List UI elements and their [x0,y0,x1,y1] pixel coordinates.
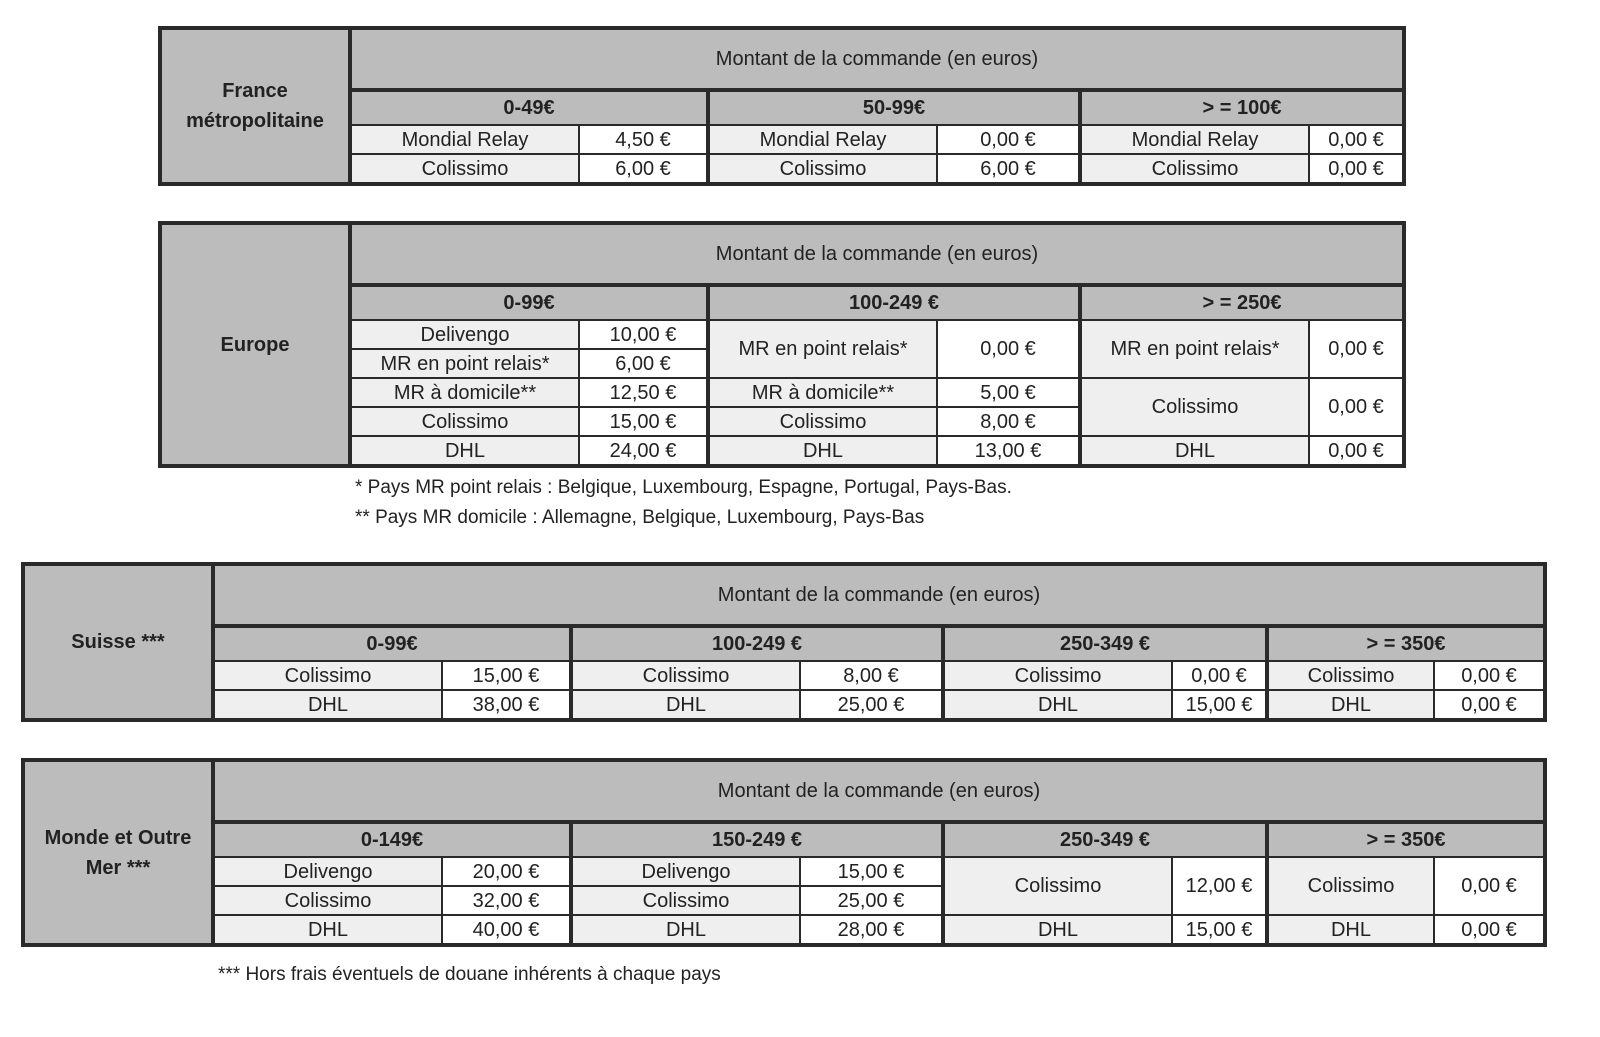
range-header: 150-249 € [571,822,943,857]
range-header: > = 250€ [1080,285,1404,320]
price-cell: 28,00 € [800,915,943,945]
amount-header: Montant de la commande (en euros) [350,223,1404,285]
price-cell: 0,00 € [1434,661,1545,690]
range-header: 100-249 € [571,626,943,661]
carrier-cell: DHL [943,690,1172,720]
carrier-cell: Colissimo [213,661,442,690]
price-cell: 0,00 € [1172,661,1267,690]
carrier-cell: Delivengo [213,857,442,886]
carrier-cell: Delivengo [350,320,579,349]
france-table [158,26,1406,186]
range-header: 50-99€ [708,90,1080,125]
range-header: 250-349 € [943,626,1267,661]
price-cell: 0,00 € [1309,320,1404,378]
europe-table [158,221,1406,468]
carrier-cell: MR en point relais* [708,320,937,378]
carrier-cell: DHL [213,690,442,720]
price-cell: 4,50 € [579,125,708,154]
price-cell: 0,00 € [1434,690,1545,720]
amount-header: Montant de la commande (en euros) [213,564,1545,626]
carrier-cell: Mondial Relay [350,125,579,154]
price-cell: 6,00 € [579,154,708,184]
carrier-cell: Delivengo [571,857,800,886]
range-header: > = 350€ [1267,822,1545,857]
carrier-cell: Colissimo [350,154,579,184]
region-label: Suisse *** [23,564,213,720]
carrier-cell: DHL [1267,690,1434,720]
carrier-cell: Colissimo [213,886,442,915]
amount-header: Montant de la commande (en euros) [213,760,1545,822]
price-cell: 8,00 € [800,661,943,690]
carrier-cell: Colissimo [1080,378,1309,436]
carrier-cell: DHL [943,915,1172,945]
range-header: 0-49€ [350,90,708,125]
price-cell: 0,00 € [937,125,1080,154]
price-cell: 25,00 € [800,690,943,720]
carrier-cell: Colissimo [1267,857,1434,915]
price-cell: 0,00 € [1434,915,1545,945]
price-cell: 8,00 € [937,407,1080,436]
carrier-cell: Colissimo [350,407,579,436]
price-cell: 0,00 € [1309,436,1404,466]
price-cell: 0,00 € [1309,125,1404,154]
carrier-cell: Colissimo [943,661,1172,690]
price-cell: 38,00 € [442,690,571,720]
price-cell: 0,00 € [1434,857,1545,915]
carrier-cell: Colissimo [1080,154,1309,184]
carrier-cell: Mondial Relay [1080,125,1309,154]
carrier-cell: DHL [1267,915,1434,945]
price-cell: 13,00 € [937,436,1080,466]
carrier-cell: DHL [708,436,937,466]
price-cell: 24,00 € [579,436,708,466]
price-cell: 0,00 € [1309,378,1404,436]
carrier-cell: Colissimo [1267,661,1434,690]
carrier-cell: MR en point relais* [1080,320,1309,378]
footnote-customs: *** Hors frais éventuels de douane inhérents à chaque pays [218,964,721,985]
price-cell: 6,00 € [579,349,708,378]
carrier-cell: Colissimo [571,661,800,690]
amount-header: Montant de la commande (en euros) [350,28,1404,90]
region-label: Monde et Outre Mer *** [23,760,213,945]
price-cell: 12,50 € [579,378,708,407]
range-header: > = 350€ [1267,626,1545,661]
price-cell: 32,00 € [442,886,571,915]
carrier-cell: Colissimo [708,154,937,184]
price-cell: 15,00 € [800,857,943,886]
carrier-cell: Colissimo [708,407,937,436]
price-cell: 40,00 € [442,915,571,945]
price-cell: 0,00 € [1309,154,1404,184]
price-cell: 5,00 € [937,378,1080,407]
price-cell: 15,00 € [579,407,708,436]
price-cell: 15,00 € [1172,915,1267,945]
range-header: 250-349 € [943,822,1267,857]
carrier-cell: DHL [213,915,442,945]
price-cell: 12,00 € [1172,857,1267,915]
suisse-table [21,562,1547,722]
price-cell: 15,00 € [442,661,571,690]
range-header: 0-149€ [213,822,571,857]
carrier-cell: Mondial Relay [708,125,937,154]
footnote-domicile: ** Pays MR domicile : Allemagne, Belgique, Luxembourg, Pays-Bas [355,507,925,528]
price-cell: 15,00 € [1172,690,1267,720]
carrier-cell: Colissimo [571,886,800,915]
range-header: 0-99€ [350,285,708,320]
price-cell: 0,00 € [937,320,1080,378]
price-cell: 25,00 € [800,886,943,915]
footnote-point-relais: * Pays MR point relais : Belgique, Luxembourg, Espagne, Portugal, Pays-Bas. [355,477,1012,498]
price-cell: 6,00 € [937,154,1080,184]
carrier-cell: DHL [350,436,579,466]
carrier-cell: DHL [571,690,800,720]
carrier-cell: MR en point relais* [350,349,579,378]
carrier-cell: Colissimo [943,857,1172,915]
carrier-cell: MR à domicile** [708,378,937,407]
region-label: France métropolitaine [160,28,350,184]
carrier-cell: DHL [571,915,800,945]
carrier-cell: MR à domicile** [350,378,579,407]
range-header: 100-249 € [708,285,1080,320]
range-header: 0-99€ [213,626,571,661]
price-cell: 20,00 € [442,857,571,886]
monde-table [21,758,1547,947]
carrier-cell: DHL [1080,436,1309,466]
range-header: > = 100€ [1080,90,1404,125]
region-label: Europe [160,223,350,466]
price-cell: 10,00 € [579,320,708,349]
